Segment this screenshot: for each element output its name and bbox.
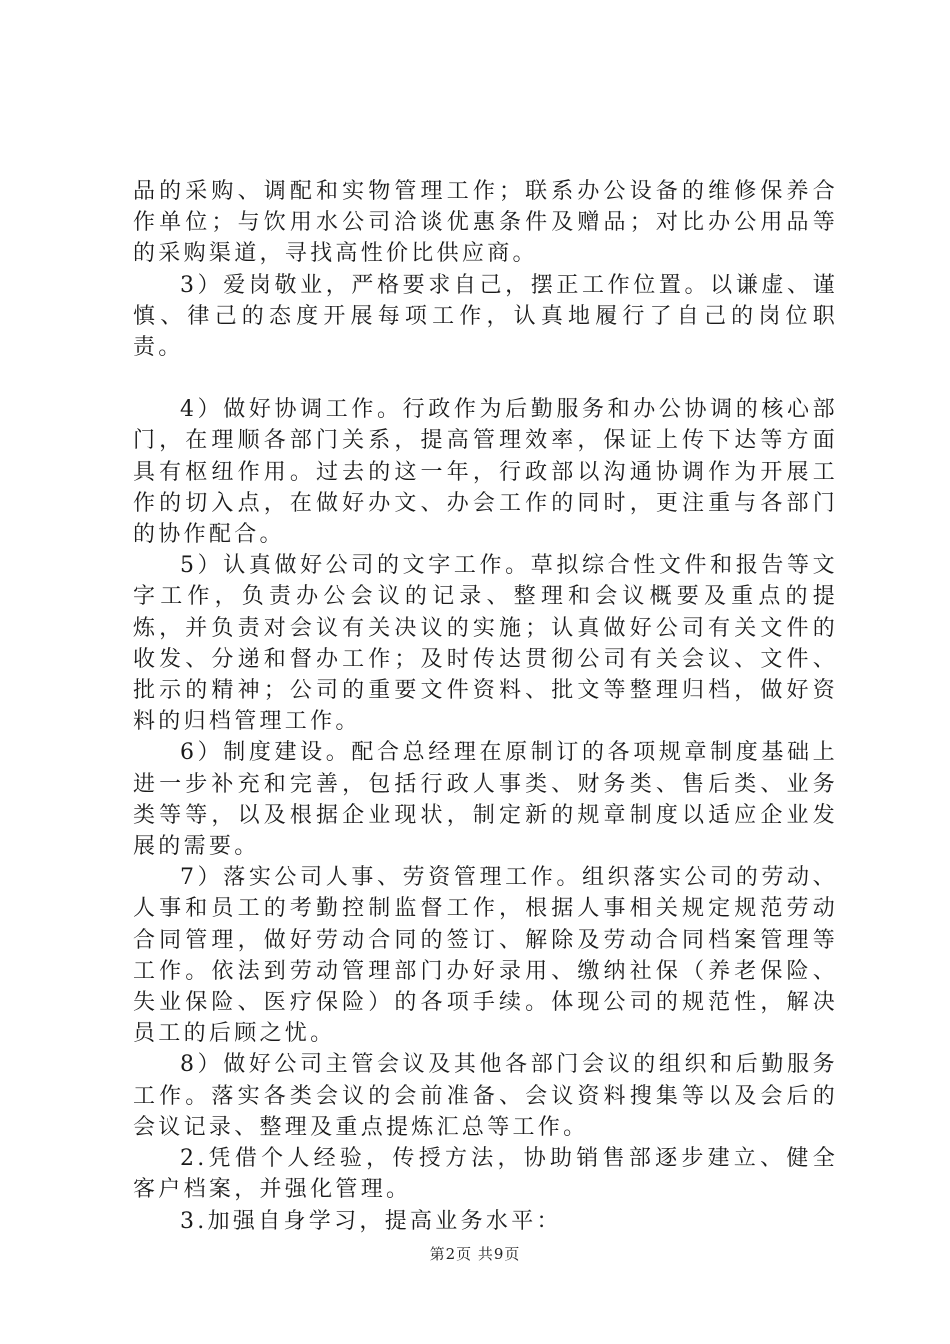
paragraph-item-4: 4）做好协调工作。行政作为后勤服务和办公协调的核心部门，在理顺各部门关系，提高管理效率，保证上传下达等方面具有枢纽作用。过去的这一年，行政部以沟通协调作为开展工作的切入点，在做好办文、办会工作的同时，更注重与各部门的协作配合。 bbox=[133, 397, 838, 548]
paragraph-item-8: 8）做好公司主管会议及其他各部门会议的组织和后勤服务工作。落实各类会议的会前准备、会议资料搜集等以及会后的会议记录、整理及重点提炼汇总等工作。 bbox=[133, 1052, 838, 1140]
paragraph-item-6: 6）制度建设。配合总经理在原制订的各项规章制度基础上进一步补充和完善，包括行政人事类、财务类、售后类、业务类等等，以及根据企业现状，制定新的规章制度以适应企业发展的需要。 bbox=[133, 740, 838, 860]
document-body bbox=[133, 176, 838, 1237]
paragraph-spacer bbox=[133, 363, 838, 394]
paragraph-procurement-continued: 品的采购、调配和实物管理工作；联系办公设备的维修保养合作单位；与饮用水公司洽谈优惠条件及赠品；对比办公用品等的采购渠道，寻找高性价比供应商。 bbox=[133, 179, 838, 267]
paragraph-item-7: 7）落实公司人事、劳资管理工作。组织落实公司的劳动、人事和员工的考勤控制监督工作，根据人事相关规定规范劳动合同管理，做好劳动合同的签订、解除及劳动合同档案管理等工作。依法到劳动管理部门办好录用、缴纳社保（养老保险、失业保险、医疗保险）的各项手续。体现公司的规范性，解决员工的后顾之忧。 bbox=[133, 865, 838, 1047]
paragraph-section-3: 3.加强自身学习，提高业务水平： bbox=[180, 1208, 562, 1234]
page-number-footer: 第2页 共9页 bbox=[429, 1245, 521, 1263]
paragraph-item-3: 3）爱岗敬业，严格要求自己，摆正工作位置。以谦虚、谨慎、律己的态度开展每项工作，认真地履行了自己的岗位职责。 bbox=[133, 272, 838, 361]
paragraph-section-2: 2.凭借个人经验，传授方法，协助销售部逐步建立、健全客户档案，并强化管理。 bbox=[133, 1146, 838, 1203]
paragraph-item-5: 5）认真做好公司的文字工作。草拟综合性文件和报告等文字工作，负责办公会议的记录、整理和会议概要及重点的提炼，并负责对会议有关决议的实施；认真做好公司有关文件的收发、分递和督办工作；及时传达贯彻公司有关会议、文件、批示的精神；公司的重要文件资料、批文等整理归档，做好资料的归档管理工作。 bbox=[133, 553, 838, 735]
